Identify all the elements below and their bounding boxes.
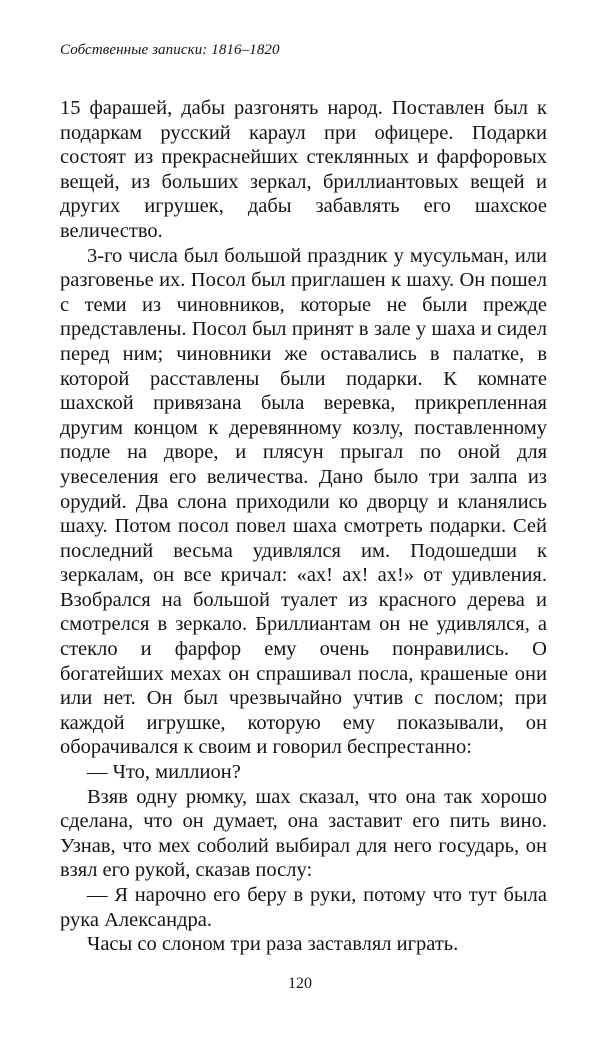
paragraph: Часы со слоном три раза заставлял играть. (87, 933, 459, 956)
paragraph: Взяв одну рюмку, шах сказал, что она так хорошо сделана, что он думает, она заставит его пить вино. Узнав, что мех соболий выбирал для него государь, он взял его рукой, сказав послу: (60, 785, 547, 882)
paragraph-continuation: 15 фарашей, дабы разгонять народ. Поставлен был к подаркам русский караул при офицере. Подарки состоят из прекраснейших стеклянных и фарфоровых вещей, из больших зеркал, бриллиантовых вещей и других игрушек, дабы забавлять его шахское величество. (60, 97, 547, 242)
dialogue-line: — Я нарочно его беру в руки, потому что тут была рука Александра. (60, 884, 547, 931)
running-header: Собственные записки: 1816–1820 (60, 42, 280, 58)
dialogue-line: — Что, миллион? (87, 761, 241, 784)
page-number: 120 (288, 975, 312, 992)
page-text (60, 96, 547, 957)
paragraph: 3-го числа был большой праздник у мусульман, или разговенье их. Посол был приглашен к шаху. Он пошел с теми из чиновников, которые не были прежде представлены. Посол был принят в зале у шаха и сидел перед ним; чиновники же оставались в палатке, в которой расставлены были подарки. К комнате шахской привязана была веревка, прикрепленная другим концом к деревянному козлу, поставленному подле на дворе, и плясун прыгал по оной для увеселения его величества. Дано было три залпа из орудий. Два слона приходили ко дворцу и кланялись шаху. Потом посол повел шаха смотреть подарки. Сей последний весьма удивлялся им. Подошедши к зеркалам, он все кричал: «ах! ах! ах!» от удивления. Взобрался на большой туалет из красного дерева и смотрелся в зеркало. Бриллиантам он не удивлялся, а стекло и фарфор ему очень понравились. О богатейших мехах он спрашивал посла, крашеные они или нет. Он был чрезвычайно учтив с послом; при каждой игрушке, которую ему показывали, он оборачивался к своим и говорил беспрестанно: (60, 244, 547, 759)
